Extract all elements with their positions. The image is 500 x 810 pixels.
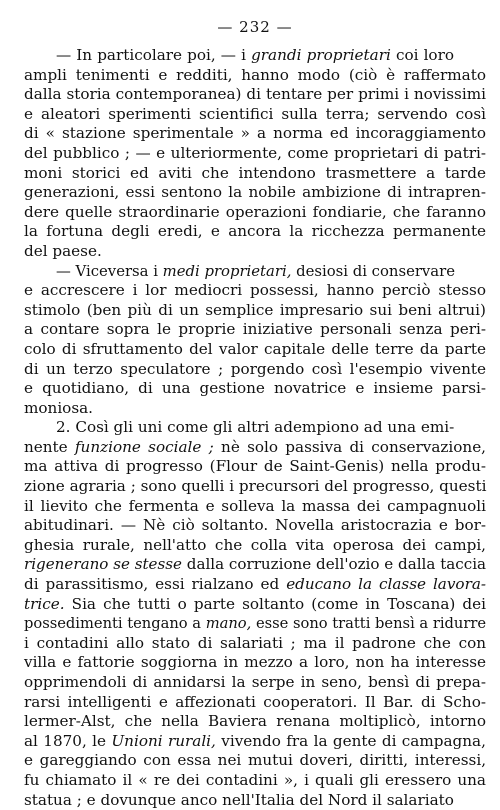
italic-phrase: Unioni rurali, bbox=[111, 731, 216, 750]
body-text bbox=[24, 46, 486, 810]
text-line: e quotidiano, di una gestione novatrice e insieme parsi- bbox=[24, 379, 487, 398]
text-line: a contare sopra le proprie iniziative personali senza peri- bbox=[24, 320, 486, 339]
italic-phrase: mano, bbox=[205, 615, 252, 633]
paragraph bbox=[24, 46, 486, 262]
italic-phrase: medi proprietari, bbox=[162, 262, 292, 280]
text-line: opprimendoli di annidarsi la serpe in seno, bensì di prepa- bbox=[24, 673, 486, 691]
text-line: moni storici ed aviti che intendono trasmettere a tarde bbox=[24, 163, 487, 182]
text-line: ampli tenimenti e redditi, hanno modo (ciò è raffermato bbox=[24, 65, 486, 84]
paragraph bbox=[24, 418, 486, 810]
text-line: — Viceversa i medi proprietari, desiosi di conservare bbox=[56, 262, 456, 280]
text-line: nente funzione sociale ; nè solo passiva di conservazione, bbox=[24, 437, 487, 456]
text-line: lermer-Alst, che nella Baviera renana moltiplicò, intorno bbox=[24, 712, 486, 731]
text-line: di parassitismo, essi rialzano ed educano la classe lavora- bbox=[24, 575, 487, 594]
text-line: fu chiamato il « re dei contadini », i quali gli eressero una bbox=[24, 770, 486, 789]
italic-phrase: trice. bbox=[24, 594, 65, 613]
text-line: la fortuna degli eredi, e ancora la ricchezza permanente bbox=[24, 222, 487, 241]
paragraph bbox=[24, 262, 486, 419]
text-line: e gareggiando con essa nei mutui doveri, diritti, interessi, bbox=[24, 751, 487, 770]
text-line: e aleatori sperimenti scientifici sulla terra; servendo così bbox=[24, 104, 486, 123]
text-line: dere quelle straordinarie operazioni fondiarie, che faranno bbox=[24, 202, 487, 221]
text-line: abitudinari. — Nè ciò soltanto. Novella aristocrazia e bor- bbox=[24, 516, 487, 535]
text-line: di « stazione sperimentale » a norma ed incoraggiamento bbox=[24, 124, 487, 143]
text-line: trice. Sia che tutti o parte soltanto (come in Toscana) dei bbox=[24, 594, 486, 613]
text-line: zione agraria ; sono quelli i precursori del progresso, questi bbox=[24, 477, 487, 496]
text-line: 2. Così gli uni come gli altri adempiono ad una emi- bbox=[56, 418, 455, 437]
text-line: ma attiva di progresso (Flour de Saint-Genis) nella produ- bbox=[24, 457, 487, 476]
text-line: del paese. bbox=[24, 241, 102, 260]
italic-phrase: funzione sociale ; bbox=[74, 437, 214, 456]
text-line: possedimenti tengano a mano, esse sono tratti bensì a ridurre bbox=[24, 615, 487, 633]
italic-phrase: rigenerano se stesse bbox=[24, 555, 182, 574]
text-line: ghesia rurale, nell'atto che colla vita operosa dei campi, bbox=[24, 535, 487, 554]
text-line: al 1870, le Unioni rurali, vivendo fra la gente di campagna, bbox=[24, 731, 486, 750]
text-line: villa e fattorie soggiorna in mezzo a loro, non ha interesse bbox=[24, 653, 487, 672]
text-line: rarsi intelligenti e affezionati cooperatori. Il Bar. di Scho- bbox=[24, 692, 486, 711]
text-line: moniosa. bbox=[24, 398, 94, 417]
italic-phrase: educano la classe lavora- bbox=[286, 575, 487, 594]
text-line: — In particolare poi, — i grandi proprietari coi loro bbox=[56, 46, 454, 64]
text-line: stimolo (ben più di un semplice impresario sui beni altrui) bbox=[24, 300, 486, 319]
text-line: il lievito che fermenta e solleva la massa dei campagnuoli bbox=[24, 496, 487, 515]
text-line: e accrescere i lor mediocri possessi, hanno perciò stesso bbox=[24, 281, 486, 300]
page-number: — 232 — bbox=[217, 18, 293, 36]
text-line: i contadini allo stato di salariati ; ma il padrone che con bbox=[24, 633, 487, 652]
text-line: rigenerano se stesse dalla corruzione dell'ozio e dalla taccia bbox=[24, 555, 487, 574]
text-line: di un terzo speculatore ; porgendo così l'esempio vivente bbox=[24, 359, 487, 378]
text-line: del pubblico ; — e ulteriormente, come proprietari di patri- bbox=[24, 143, 486, 162]
text-line: dalla storia contemporanea) di tentare per primi i novissimi bbox=[24, 85, 486, 104]
text-line: statua ; e dovunque anco nell'Italia del Nord il salariato bbox=[24, 790, 454, 809]
italic-phrase: grandi proprietari bbox=[251, 46, 391, 64]
text-line: generazioni, essi sentono la nobile ambizione di intrapren- bbox=[24, 183, 486, 202]
text-line: colo di sfruttamento del valor capitale delle terre da parte bbox=[24, 339, 487, 358]
